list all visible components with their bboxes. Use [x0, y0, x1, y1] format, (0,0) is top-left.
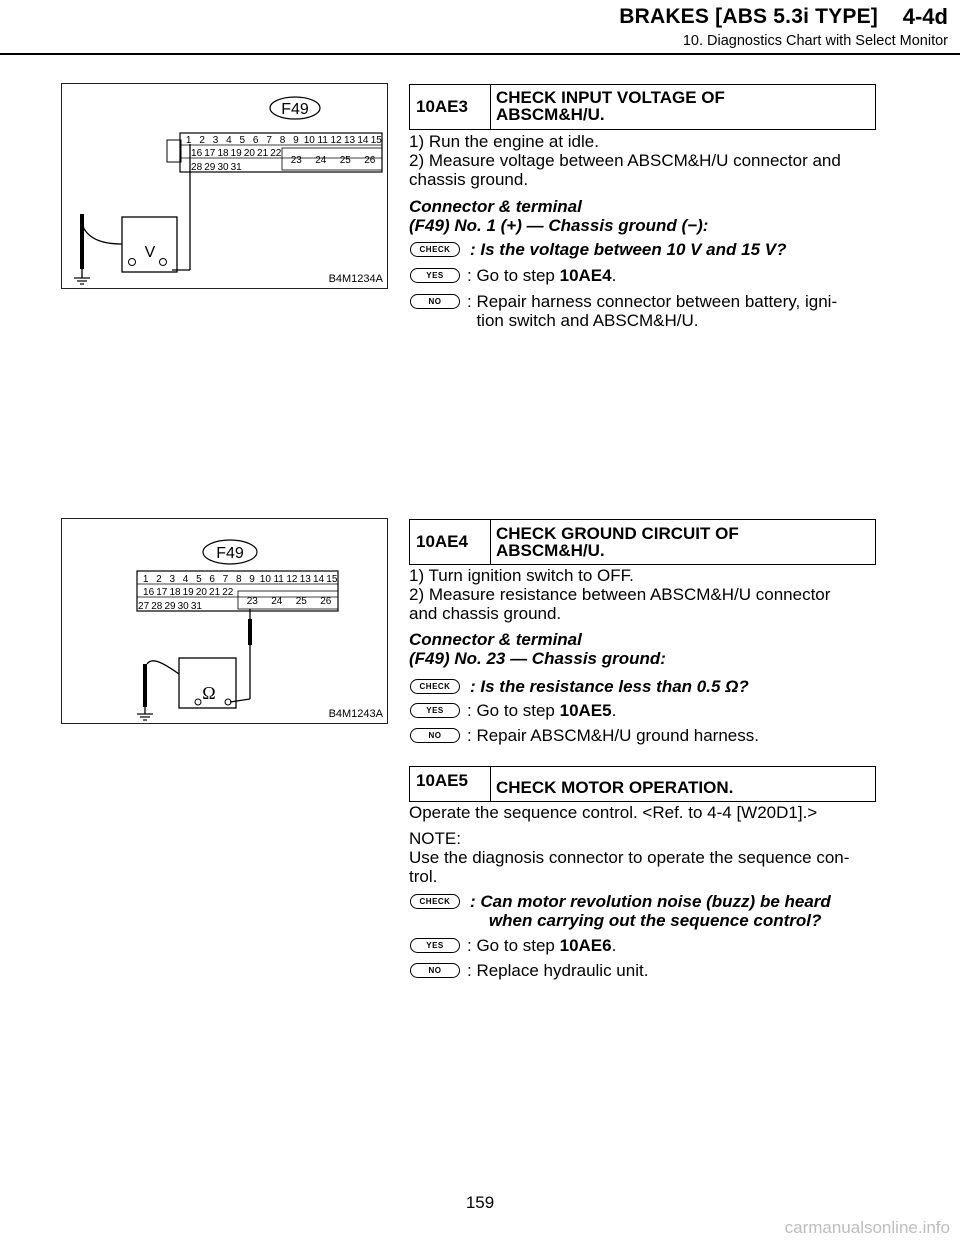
step-header-10ae4: 10AE4 CHECK GROUND CIRCUIT OF ABSCM&H/U.	[409, 519, 876, 565]
terminal-number: 22	[270, 148, 282, 159]
yes-icon: YES	[410, 268, 460, 283]
terminal-number: 12	[286, 574, 298, 585]
header-subtitle: 10. Diagnostics Chart with Select Monitor	[682, 33, 948, 49]
yes-answer: : Go to step 10AE5.	[467, 701, 617, 720]
connector-terminal-spec: Connector & terminal (F49) No. 23 — Chassis ground:	[409, 630, 666, 668]
terminal-number: 5	[239, 135, 246, 146]
terminal-number: 31	[230, 162, 242, 173]
step-title: CHECK INPUT VOLTAGE OF ABSCM&H/U.	[496, 88, 725, 124]
svg-text:Ω: Ω	[202, 683, 216, 703]
terminal-number: 10	[303, 135, 315, 146]
yes-icon: YES	[410, 938, 460, 953]
voltmeter-diagram	[62, 84, 387, 288]
terminal-number: 6	[209, 574, 215, 585]
terminal-number: 26	[364, 155, 376, 166]
terminal-number: 11	[317, 135, 328, 146]
terminal-number: 21	[209, 587, 221, 598]
no-answer: : Replace hydraulic unit.	[467, 961, 649, 980]
terminal-number: 8	[235, 574, 242, 585]
terminal-number: 4	[226, 135, 232, 146]
terminal-number: 28	[151, 601, 163, 612]
terminal-number: 9	[293, 135, 299, 146]
yes-answer: : Go to step 10AE4.	[467, 266, 617, 285]
terminal-number: 13	[343, 135, 356, 146]
check-question: : Is the voltage between 10 V and 15 V?	[470, 240, 787, 259]
terminal-number: 20	[243, 148, 255, 159]
no-icon: NO	[410, 728, 460, 743]
step-header-10ae5: 10AE5 CHECK MOTOR OPERATION.	[409, 766, 876, 802]
check-question: : Can motor revolution noise (buzz) be heard when carrying out the sequence control?	[470, 892, 831, 930]
no-icon: NO	[410, 294, 460, 309]
figure-code: B4M1234A	[328, 273, 383, 285]
note-block: NOTE: Use the diagnosis connector to operate the sequence con- trol.	[409, 829, 850, 886]
terminal-number: 22	[222, 587, 234, 598]
figure-code: B4M1243A	[328, 708, 383, 720]
terminal-number: 23	[246, 596, 258, 607]
terminal-number: 30	[177, 601, 189, 612]
check-icon: CHECK	[410, 894, 460, 909]
no-icon: NO	[410, 963, 460, 978]
terminal-number: 26	[320, 596, 332, 607]
terminal-number: 27	[138, 601, 150, 612]
terminal-number: 3	[212, 135, 219, 146]
terminal-number: 2	[156, 574, 162, 585]
yes-icon: YES	[410, 703, 460, 718]
terminal-number: 6	[252, 135, 259, 146]
terminal-number: 24	[271, 596, 283, 607]
svg-text:V: V	[144, 244, 156, 261]
step-instructions: 1) Run the engine at idle. 2) Measure voltage between ABSCM&H/U connector and chassis ground.	[409, 132, 841, 189]
connector-terminal-spec: Connector & terminal (F49) No. 1 (+) — Chassis ground (−):	[409, 197, 709, 235]
step-instructions: 1) Turn ignition switch to OFF. 2) Measure resistance between ABSCM&H/U connector and chassis ground.	[409, 566, 831, 623]
terminal-number: 31	[190, 601, 202, 612]
terminal-number: 19	[230, 148, 242, 159]
terminal-number: 28	[191, 162, 203, 173]
terminal-number: 21	[257, 148, 269, 159]
terminal-number: 14	[357, 135, 369, 146]
terminal-number: 25	[295, 596, 307, 607]
terminal-number: 29	[204, 162, 216, 173]
section-number: 4-4d	[902, 4, 948, 29]
terminal-number: 4	[182, 574, 189, 585]
connector-label: F49	[281, 101, 309, 118]
terminal-number: 29	[164, 601, 176, 612]
terminal-number: 13	[299, 574, 311, 585]
figure-resistance-check	[61, 518, 388, 724]
terminal-number: 30	[217, 162, 229, 173]
terminal-number: 8	[279, 135, 286, 146]
terminal-number: 9	[249, 574, 255, 585]
terminal-number: 1	[185, 135, 192, 146]
terminal-number: 15	[370, 135, 382, 146]
header-title: BRAKES [ABS 5.3i TYPE]	[619, 5, 878, 28]
terminal-number: 15	[326, 574, 338, 585]
check-icon: CHECK	[410, 242, 460, 257]
terminal-number: 24	[315, 155, 327, 166]
terminal-number: 23	[290, 155, 302, 166]
connector-terminals	[186, 135, 382, 173]
check-question: : Is the resistance less than 0.5 Ω?	[470, 677, 749, 696]
connector-label: F49	[216, 545, 244, 562]
terminal-number: 10	[259, 574, 271, 585]
terminal-number: 12	[330, 135, 342, 146]
terminal-number: 17	[204, 148, 216, 159]
header-rule	[0, 53, 960, 55]
terminal-number: 20	[195, 587, 207, 598]
page-number: 159	[465, 1193, 495, 1212]
step-id: 10AE3	[416, 97, 468, 116]
check-icon: CHECK	[410, 679, 460, 694]
terminal-number: 7	[266, 135, 272, 146]
step-header-10ae3	[409, 84, 876, 130]
terminal-number: 17	[156, 587, 168, 598]
terminal-number: 18	[217, 148, 229, 159]
terminal-number: 11	[273, 574, 284, 585]
terminal-number: 16	[143, 587, 155, 598]
terminal-number: 3	[169, 574, 176, 585]
yes-answer: : Go to step 10AE6.	[467, 936, 617, 955]
terminal-number: 25	[339, 155, 351, 166]
terminal-number: 19	[182, 587, 194, 598]
terminal-number: 18	[169, 587, 181, 598]
ohmmeter-diagram	[62, 519, 387, 723]
no-answer: : Repair harness connector between battery, igni- tion switch and ABSCM&H/U.	[467, 292, 838, 330]
no-answer: : Repair ABSCM&H/U ground harness.	[467, 726, 759, 745]
terminal-number: 16	[191, 148, 203, 159]
terminal-number: 2	[199, 135, 205, 146]
watermark: carmanualsonline.info	[784, 1218, 950, 1237]
figure-voltage-check	[61, 83, 388, 289]
terminal-number: 5	[196, 574, 202, 585]
terminal-number: 14	[312, 574, 325, 585]
terminal-number: 7	[222, 574, 229, 585]
terminal-number: 1	[142, 574, 149, 585]
step-instructions: Operate the sequence control. <Ref. to 4-4 [W20D1].>	[409, 803, 818, 822]
